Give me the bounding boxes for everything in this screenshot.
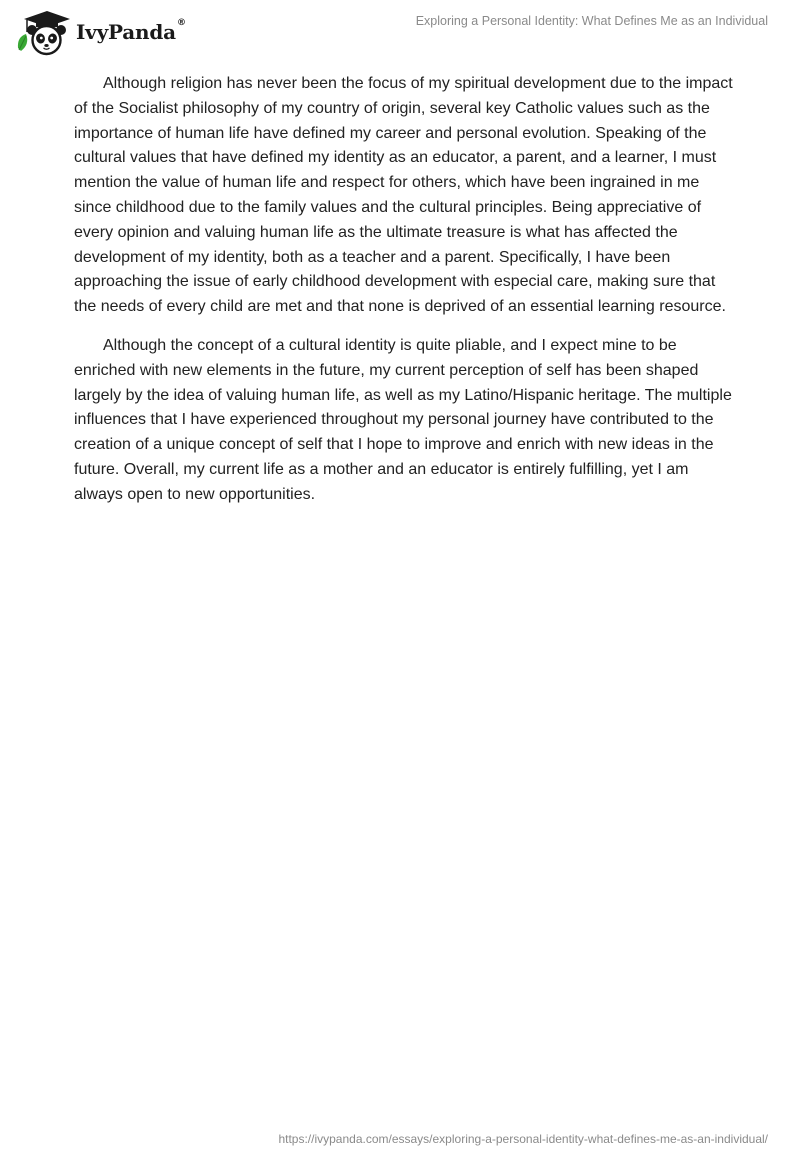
document-title: Exploring a Personal Identity: What Defines Me as an Individual	[415, 14, 768, 28]
brand-logo-link[interactable]	[14, 8, 186, 56]
essay-paragraph: Although religion has never been the focus of my spiritual development due to the impact of the Socialist philosophy of my country of origin, several key Catholic values such as the importance of human life have defined my career and personal evolution. Speaking of the cultural values that have defined my identity as an educator, a parent, and a learner, I must mention the value of human life and respect for others, which have been ingrained in me since childhood due to the family values and the cultural principles. Being appreciative of every opinion and valuing human life as the ultimate treasure is what has affected the development of my identity, both as a teacher and a parent. Specifically, I have been approaching the issue of early childhood development with especial care, making sure that the needs of every child are met and that none is deprived of an essential learning resource.	[74, 75, 733, 316]
source-url-link[interactable]: https://ivypanda.com/essays/exploring-a-personal-identity-what-defines-me-as-an-individual/	[278, 1132, 768, 1146]
essay-paragraph: Although the concept of a cultural identity is quite pliable, and I expect mine to be enriched with new elements in the future, my current perception of self has been shaped largely by the idea of valuing human life, as well as my Latino/Hispanic heritage. The multiple influences that I have experienced throughout my personal journey have contributed to the creation of a unique concept of self that I hope to improve and enrich with new ideas in the future. Overall, my current life as a mother and an educator is entirely fulfilling, yet I am always open to new opportunities.	[74, 336, 732, 503]
brand-name: IvyPanda	[76, 20, 176, 44]
page-header	[0, 0, 800, 60]
essay-body	[74, 72, 734, 522]
panda-graduation-cap-icon	[14, 8, 74, 56]
brand-registered-mark: ®	[176, 18, 186, 28]
